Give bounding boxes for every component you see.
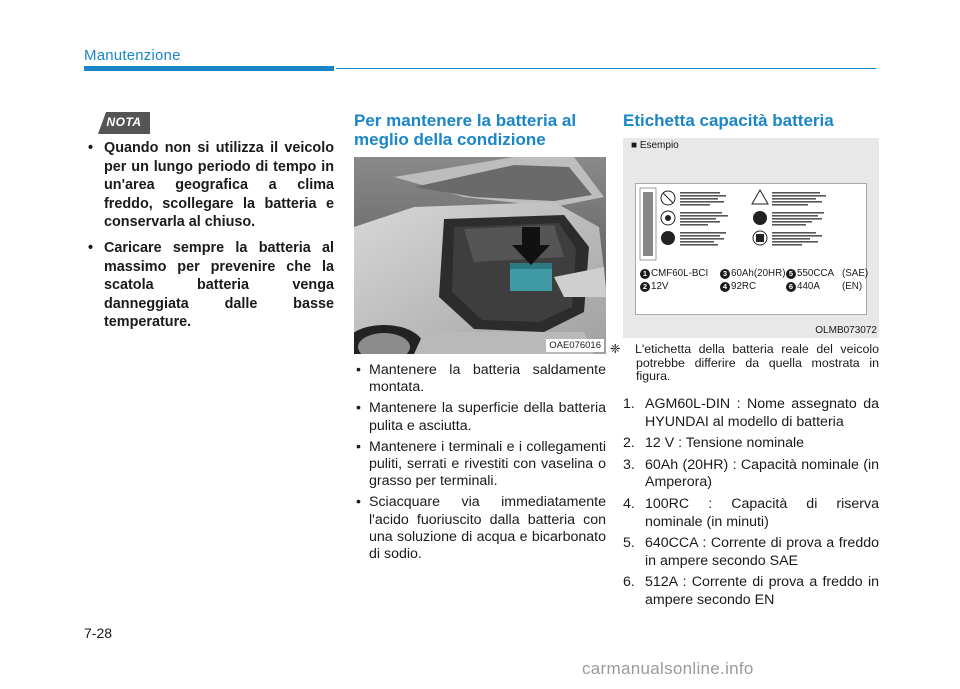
car-trunk-illustration (354, 157, 606, 354)
note-text: L'etichetta della batteria reale del veicolo potrebbe differire da quella mostrata in figura. (635, 342, 879, 383)
label-cca: 550CCA (797, 268, 835, 279)
maintenance-heading: Per mantenere la batteria al meglio della condizione (354, 111, 577, 149)
label-capacity: 60Ah(20HR) (731, 268, 786, 279)
watermark: carmanualsonline.info (582, 659, 754, 678)
num-circle-5: 5 (786, 269, 796, 279)
example-tag: ■ Esempio (631, 140, 679, 151)
label-cell-en (842, 281, 862, 292)
num-circle-6: 6 (786, 282, 796, 292)
capacity-label-heading: Etichetta capacità batteria (623, 111, 834, 130)
label-note (610, 342, 879, 384)
nota-list (84, 139, 334, 339)
num-circle-4: 4 (720, 282, 730, 292)
figure-code: OLMB073072 (815, 325, 877, 336)
maintenance-item-mounted: • Mantenere la batteria saldamente montata. (354, 362, 606, 396)
label-sae: (SAE) (842, 268, 869, 279)
legend-item: 4. 100RC : Capacità di riserva nominale (in minuti) (623, 495, 879, 530)
label-cell-rc (720, 281, 756, 292)
label-voltage: 12V (651, 281, 669, 292)
header-rule-thick (84, 66, 334, 71)
label-row-1 (640, 268, 708, 279)
label-cell-sae (842, 268, 868, 279)
legend-item: 6. 512A : Corrente di prova a freddo in ampere secondo EN (623, 574, 879, 608)
battery-label-figure (623, 138, 879, 338)
label-legend-list (623, 396, 879, 614)
maintenance-item-clean: • Mantenere la superficie della batteria pulita e asciutta. (354, 400, 606, 434)
legend-item: 1. AGM60L-DIN : Nome assegnato da HYUNDAI al modello di batteria (623, 396, 879, 430)
label-cell-en-amp (786, 281, 820, 292)
label-en: (EN) (842, 281, 863, 292)
header-rule-thin (336, 68, 876, 69)
label-cell-capacity (720, 268, 785, 279)
nota-badge (98, 112, 150, 134)
battery-label (635, 183, 867, 315)
label-rc: 92RC (731, 281, 757, 292)
nota-item-full-charge: • Caricare sempre la batteria al massimo per prevenire che la scatola batteria venga danneggiata dalle basse temperature. (84, 239, 334, 332)
section-title: Manutenzione (84, 47, 181, 64)
legend-item: 3. 60Ah (20HR) : Capacità nominale (in Amperora) (623, 456, 879, 491)
maintenance-list (354, 362, 606, 567)
note-symbol-icon: ❈ (610, 342, 621, 356)
legend-item: 2. 12 V : Tensione nominale (623, 435, 805, 452)
trunk-battery-photo (354, 157, 606, 354)
maintenance-item-acid: • Sciacquare via immediatamente l'acido fuoriuscito dalla batteria con una soluzione di acqua e bicarbonato di sodio. (354, 494, 606, 563)
label-cell-cca (786, 268, 834, 279)
num-circle-1: 1 (640, 269, 650, 279)
num-circle-2: 2 (640, 282, 650, 292)
page-number: 7-28 (84, 625, 113, 641)
label-en-amp: 440A (797, 281, 820, 292)
nota-item-cold-storage: • Quando non si utilizza il veicolo per un lungo periodo di tempo in un'area geografica a clima freddo, scollegare la batteria e conservarla al chiuso. (84, 139, 334, 232)
photo-code: OAE076016 (546, 339, 604, 352)
battery-label-graphics (636, 184, 868, 316)
label-model: CMF60L-BCI (651, 268, 709, 279)
maintenance-item-terminals: • Mantenere i terminali e i collegamenti puliti, serrati e rivestiti con vaselina o grasso per terminali. (354, 439, 606, 491)
legend-item: 5. 640CCA : Corrente di prova a freddo in ampere secondo SAE (623, 535, 879, 569)
label-row-2 (640, 281, 668, 292)
nota-label: NOTA (106, 115, 142, 129)
num-circle-3: 3 (720, 269, 730, 279)
